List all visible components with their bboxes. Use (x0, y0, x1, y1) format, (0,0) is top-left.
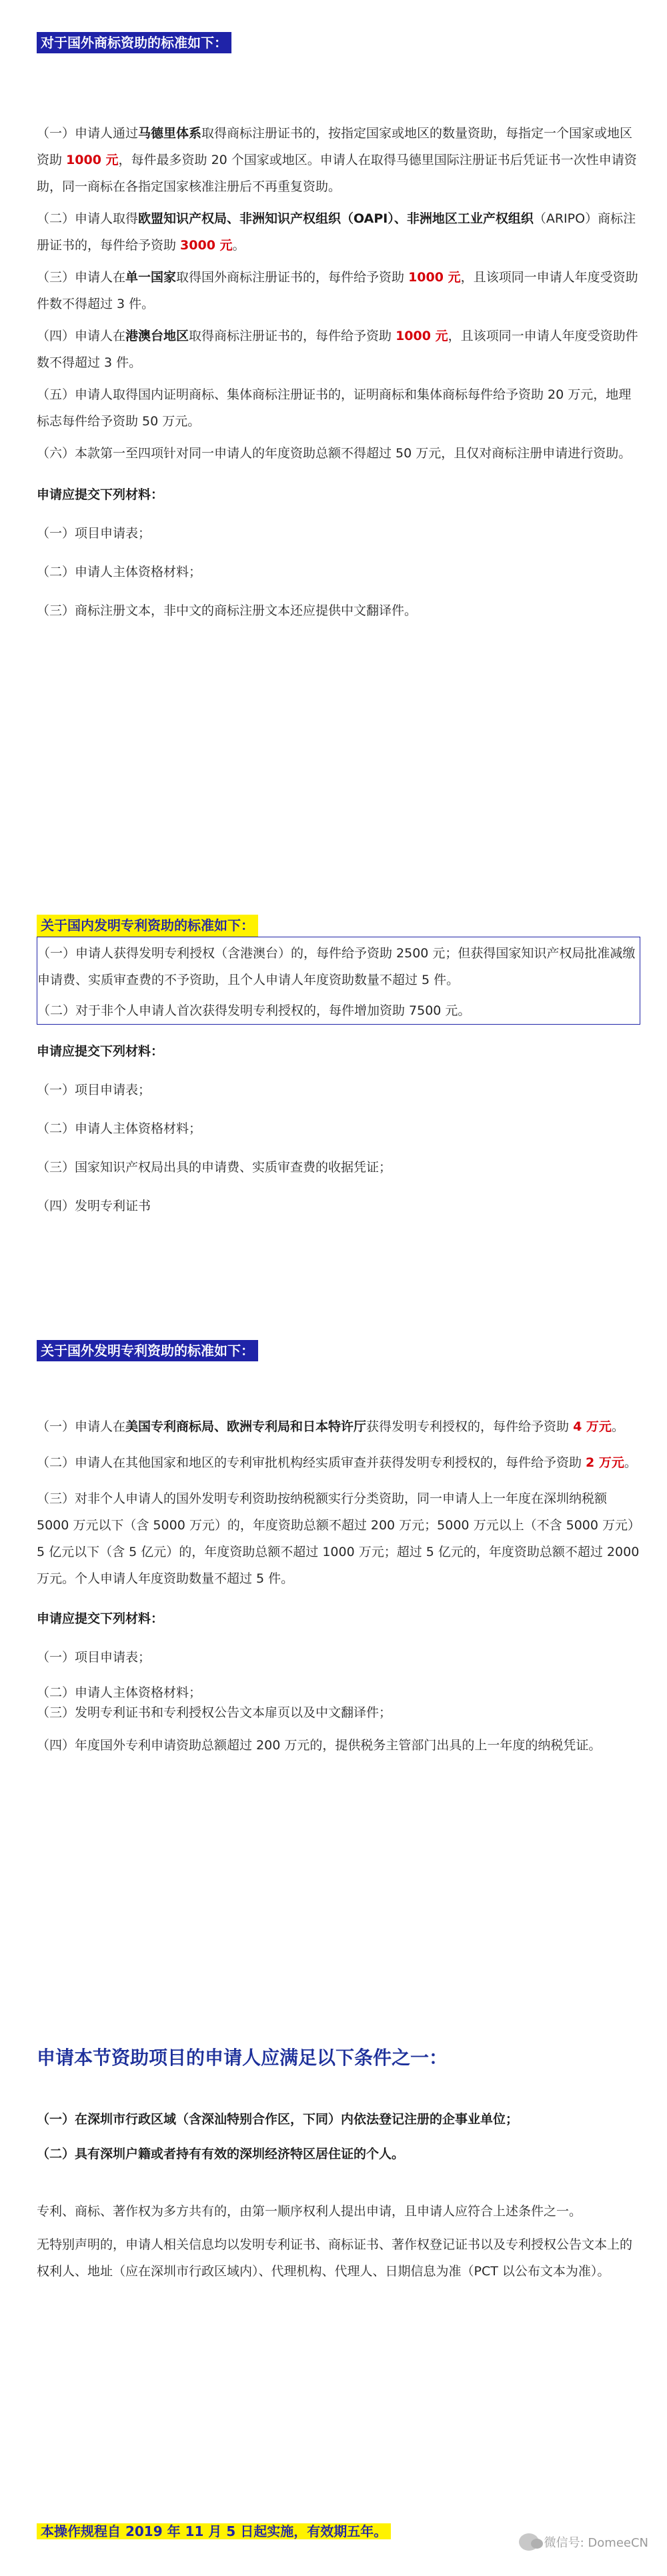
eligibility-condition-2: （二）具有深圳户籍或者持有有效的深圳经济特区居住证的个人。 (37, 2147, 405, 2161)
s1-material-1: （一）项目申请表； (37, 526, 151, 541)
s1-paragraph-5: （五）申请人取得国内证明商标、集体商标注册证书的，证明商标和集体商标每件给予资助 20 万元，地理标志每件给予资助 50 万元。 (37, 387, 632, 429)
s1-material-2: （二）申请人主体资格材料； (37, 565, 202, 579)
s2-material-2: （二）申请人主体资格材料； (37, 1121, 202, 1136)
section-title-foreign-trademark: 对于国外商标资助的标准如下： (37, 32, 231, 53)
s1-paragraph-3: （三）申请人在单一国家取得国外商标注册证书的，每件给予资助 1000 元，且该项同一申请人年度受资助件数不得超过 3 件。 (37, 270, 638, 311)
section-title-domestic-patent: 关于国内发明专利资助的标准如下： (37, 915, 258, 937)
s3-paragraph-2: （二）申请人在其他国家和地区的专利审批机构经实质审查并获得发明专利授权的，每件给予资助 2 万元。 (37, 1455, 637, 1470)
section-title-eligibility: 申请本节资助项目的申请人应满足以下条件之一： (37, 2047, 448, 2069)
s2-materials-title: 申请应提交下列材料： (37, 1044, 164, 1059)
s3-material-2: （二）申请人主体资格材料； (37, 1685, 202, 1700)
s3-material-4: （四）年度国外专利申请资助总额超过 200 万元的，提供税务主管部门出具的上一年度的纳税凭证。 (37, 1738, 602, 1753)
s1-paragraph-1: （一）申请人通过马德里体系取得商标注册证书的，按指定国家或地区的数量资助，每指定一个国家或地区资助 1000 元，每件最多资助 20 个国家或地区。申请人在取得马德里国际注册证书后凭证书一次性申请资助，同一商标在各指定国家核准注册后不再重复资助。 (37, 126, 637, 194)
s3-material-1: （一）项目申请表； (37, 1650, 151, 1665)
watermark-text: 微信号: DomeeCN (544, 2536, 648, 2550)
section-foreign-patent (37, 1340, 640, 1361)
section-title-foreign-patent: 关于国外发明专利资助的标准如下： (37, 1340, 258, 1361)
s3-paragraph-3: （三）对非个人申请人的国外发明专利资助按纳税额实行分类资助，同一申请人上一年度在深圳纳税额 5000 万元以下（含 5000 万元）的，年度资助总额不超过 200 万元；5000 万元以上（不含 5000 万元）5 亿元以下（含 5 亿元）的，年度资助总额不超过 1000 万元；超过 5 亿元的，年度资助总额不超过 2000 万元。个人申请人年度资助数量不超过 5 件。 (37, 1491, 640, 1586)
s1-material-3: （三）商标注册文本，非中文的商标注册文本还应提供中文翻译件。 (37, 603, 418, 618)
s1-paragraph-4: （四）申请人在港澳台地区取得商标注册证书的，每件给予资助 1000 元，且该项同一申请人年度受资助件数不得超过 3 件。 (37, 329, 638, 370)
wechat-icon (519, 2533, 539, 2551)
s2-material-4: （四）发明专利证书 (37, 1199, 151, 1213)
s3-body (37, 1413, 640, 1759)
section-eligibility (37, 2043, 640, 2285)
s2-paragraph-1: （一）申请人获得发明专利授权（含港澳台）的，每件给予资助 2500 元；但获得国家知识产权局批准减缴申请费、实质审查费的不予资助，且个人申请人年度资助数量不超过 5 件。 (37, 946, 636, 987)
section-domestic-patent (37, 915, 640, 1219)
effective-date-note (37, 2520, 391, 2543)
s3-material-3: （三）发明专利证书和专利授权公告文本扉页以及中文翻译件； (37, 1705, 392, 1720)
wechat-watermark (519, 2533, 648, 2551)
s1-materials-title: 申请应提交下列材料： (37, 487, 164, 502)
section-foreign-trademark (37, 32, 640, 53)
eligibility-condition-1: （一）在深圳市行政区域（含深汕特别合作区，下同）内依法登记注册的企事业单位； (37, 2112, 519, 2127)
eligibility-note-1: 专利、商标、著作权为多方共有的，由第一顺序权利人提出申请，且申请人应符合上述条件之一。 (37, 2204, 582, 2219)
s1-body (37, 120, 640, 624)
s1-paragraph-2: （二）申请人取得欧盟知识产权局、非洲知识产权组织（OAPI）、非洲地区工业产权组织（ARIPO）商标注册证书的，每件给予资助 3000 元。 (37, 211, 636, 253)
s2-material-1: （一）项目申请表； (37, 1083, 151, 1097)
effective-date-text: 本操作规程自 2019 年 11 月 5 日起实施，有效期五年。 (37, 2523, 391, 2539)
s1-paragraph-6: （六）本款第一至四项针对同一申请人的年度资助总额不得超过 50 万元，且仅对商标注册申请进行资助。 (37, 446, 632, 461)
s2-material-3: （三）国家知识产权局出具的申请费、实质审查费的收据凭证； (37, 1160, 392, 1175)
s3-paragraph-1: （一）申请人在美国专利商标局、欧洲专利局和日本特许厅获得发明专利授权的，每件给予资助 4 万元。 (37, 1419, 624, 1434)
s2-paragraph-2: （二）对于非个人申请人首次获得发明专利授权的，每件增加资助 7500 元。 (37, 1003, 471, 1018)
s2-highlight-box (37, 937, 640, 1025)
s3-materials-title: 申请应提交下列材料： (37, 1611, 164, 1626)
eligibility-note-2: 无特别声明的，申请人相关信息均以发明专利证书、商标证书、著作权登记证书以及专利授权公告文本上的权利人、地址（应在深圳市行政区域内）、代理机构、代理人、日期信息为准（PCT 以公布文本为准）。 (37, 2237, 633, 2279)
